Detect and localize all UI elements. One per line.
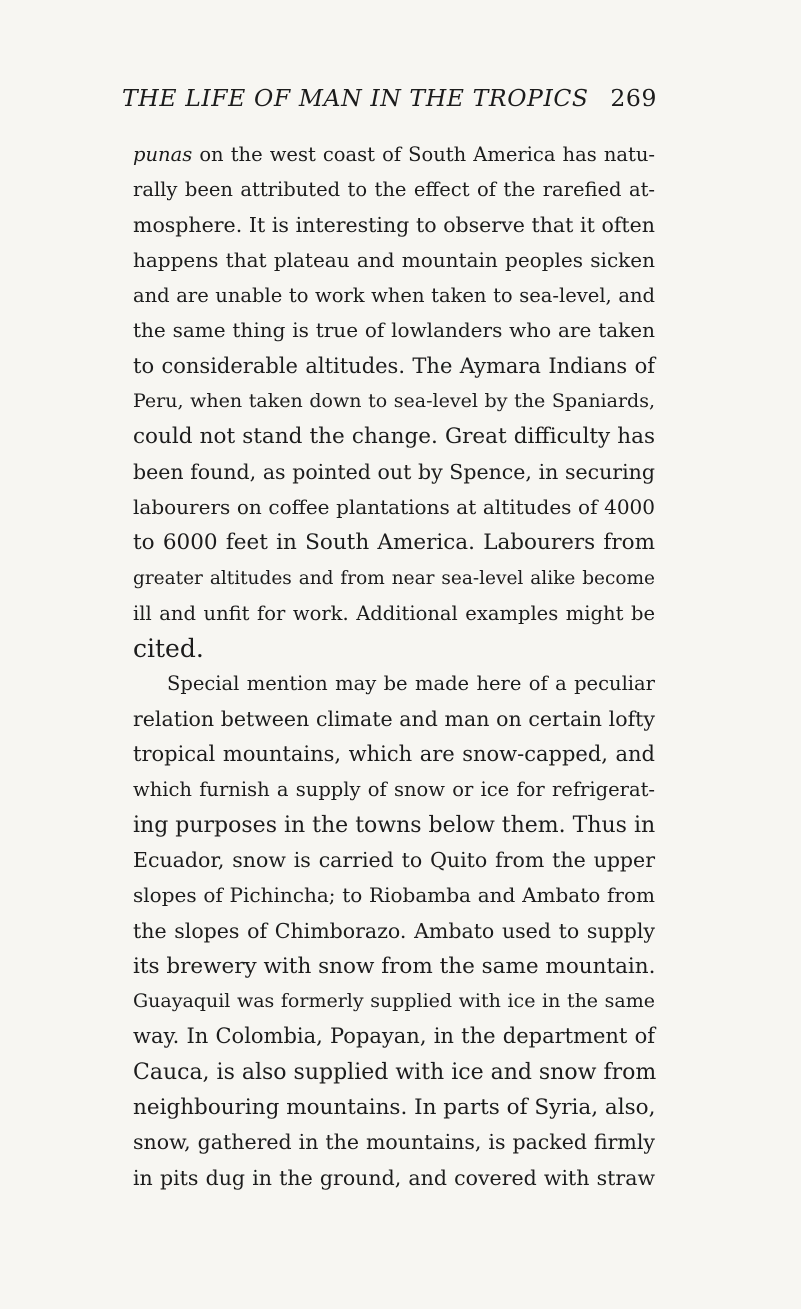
- paragraph-first-line: Special mention may be made here of a peculiar: [167, 672, 655, 696]
- text-line: ill and unfit for work. Additional examples might be: [133, 601, 655, 625]
- italic-term: punas: [133, 143, 193, 166]
- text-line: labourers on coffee plantations at altitudes of 4000: [133, 494, 655, 519]
- text-line: the slopes of Chimborazo. Ambato used to supply: [133, 918, 655, 943]
- text-line: mosphere. It is interesting to observe that it often: [133, 212, 655, 237]
- text-line: cited.: [133, 634, 204, 664]
- text-line: in pits dug in the ground, and covered with straw: [133, 1165, 655, 1190]
- text-line: to 6000 feet in South America. Labourers from: [133, 530, 655, 556]
- text-line: its brewery with snow from the same mountain.: [133, 953, 656, 979]
- text-line: neighbouring mountains. In parts of Syria, also,: [133, 1095, 656, 1121]
- text-line: Cauca, is also supplied with ice and snow from: [133, 1059, 657, 1085]
- text-line: happens that plateau and mountain peoples sicken: [133, 247, 655, 272]
- text-line: way. In Colombia, Popayan, in the department of: [133, 1024, 655, 1049]
- text-line: snow, gathered in the mountains, is packed firmly: [133, 1130, 655, 1155]
- text-line: Ecuador, snow is carried to Quito from the upper: [133, 847, 655, 872]
- text-line: ing purposes in the towns below them. Thus in: [133, 812, 656, 838]
- running-title: THE LIFE OF MAN IN THE TROPICS: [122, 84, 589, 112]
- text-line: relation between climate and man on certain lofty: [133, 706, 655, 731]
- running-head: [122, 84, 657, 124]
- text-line: been found, as pointed out by Spence, in securing: [133, 459, 655, 484]
- text-line: rally been attributed to the effect of the rarefied at-: [133, 178, 655, 202]
- page-number: 269: [610, 84, 657, 112]
- text-line: Peru, when taken down to sea-level by the Spaniards,: [133, 390, 655, 413]
- text-line: to considerable altitudes. The Aymara Indians of: [133, 353, 655, 378]
- text-line: Guayaquil was formerly supplied with ice in the same: [133, 990, 655, 1013]
- body-text: [133, 137, 655, 1196]
- text-line: tropical mountains, which are snow-capped, and: [133, 742, 655, 767]
- text-line: slopes of Pichincha; to Riobamba and Ambato from: [133, 883, 655, 908]
- text-line: the same thing is true of lowlanders who are taken: [133, 318, 655, 343]
- text-line: could not stand the change. Great difficulty has: [133, 424, 655, 450]
- text-line: which furnish a supply of snow or ice for refrigerat-: [133, 778, 655, 802]
- text-line: [133, 137, 655, 172]
- text-line: and are unable to work when taken to sea-level, and: [133, 284, 655, 308]
- line-text: on the west coast of South America has natu-: [192, 143, 655, 166]
- text-line: greater altitudes and from near sea-level alike become: [133, 567, 655, 589]
